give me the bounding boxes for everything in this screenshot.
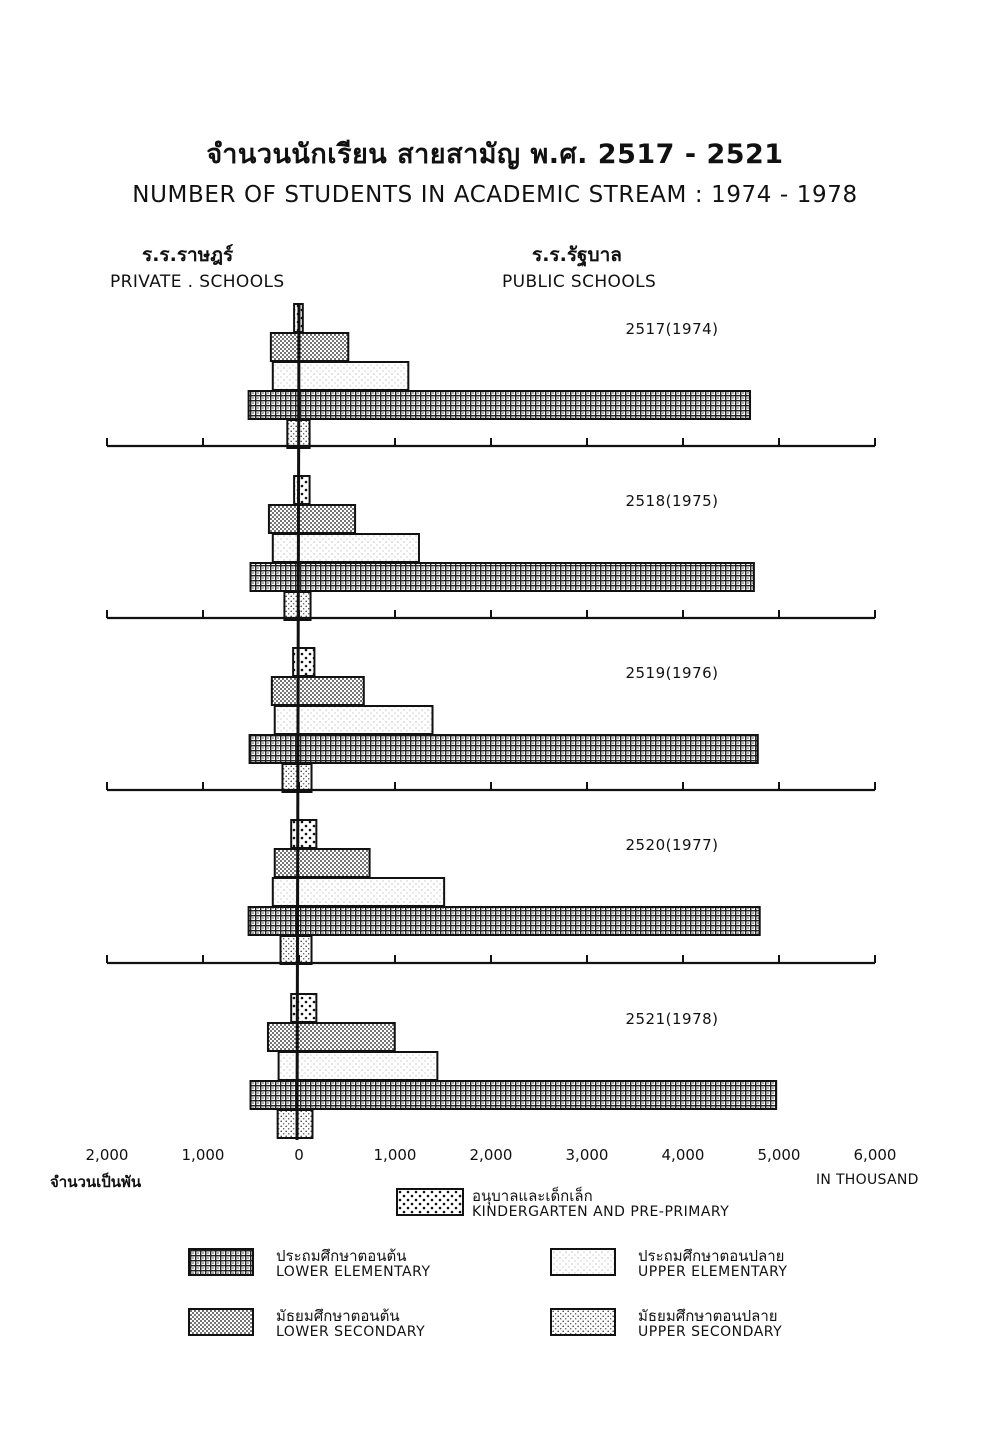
legend-swatch-lower-elementary [188, 1248, 254, 1276]
legend-label: KINDERGARTEN AND PRE-PRIMARY [472, 1204, 730, 1220]
legend-label: UPPER SECONDARY [638, 1324, 783, 1340]
legend-label-thai: ประถมศึกษาตอนต้น [276, 1247, 407, 1265]
legend-label-thai: ประถมศึกษาตอนปลาย [638, 1247, 785, 1265]
year-panel [107, 648, 875, 792]
x-tick-label: 2,000 [85, 1146, 129, 1164]
bar-lower-secondary [268, 1023, 395, 1051]
x-tick-label: 2,000 [469, 1146, 513, 1164]
bar-upper-secondary [278, 1110, 313, 1138]
legend-swatch-upper-elementary [550, 1248, 616, 1276]
bar-kindergarten [291, 820, 316, 848]
unit-label-thai: จำนวนเป็นพัน [50, 1173, 142, 1191]
x-tick-label: 0 [294, 1146, 304, 1164]
bar-lower-secondary [269, 505, 355, 533]
year-label: 2517(1974) [625, 320, 719, 338]
zero-line [297, 304, 299, 1140]
legend-label: LOWER ELEMENTARY [276, 1264, 431, 1280]
x-tick-label: 4,000 [661, 1146, 705, 1164]
bar-upper-elementary [273, 534, 419, 562]
year-label: 2520(1977) [625, 836, 719, 854]
legend-label-thai: มัธยมศึกษาตอนต้น [276, 1307, 400, 1325]
bar-upper-elementary [273, 362, 409, 390]
x-tick-label: 3,000 [565, 1146, 609, 1164]
legend-label-thai: มัธยมศึกษาตอนปลาย [638, 1307, 778, 1325]
chart-title-thai: จำนวนนักเรียน สายสามัญ พ.ศ. 2517 - 2521 [206, 139, 784, 170]
bar-lower-elementary [249, 391, 750, 419]
year-panel [107, 304, 875, 448]
x-tick-label: 5,000 [757, 1146, 801, 1164]
legend-swatch-lower-secondary [188, 1308, 254, 1336]
legend-label: UPPER ELEMENTARY [638, 1264, 788, 1280]
private-schools-label: PRIVATE . SCHOOLS [110, 272, 285, 292]
legend-label-thai: อนุบาลและเด็กเล็ก [472, 1187, 593, 1205]
bar-lower-elementary [251, 563, 754, 591]
x-tick-label: 1,000 [181, 1146, 225, 1164]
chart-title: NUMBER OF STUDENTS IN ACADEMIC STREAM : 1974 - 1978 [132, 182, 858, 208]
year-panel [251, 994, 777, 1138]
public-schools-label-thai: ร.ร.รัฐบาล [532, 244, 622, 266]
legend-swatch-upper-secondary [550, 1308, 616, 1336]
year-label: 2519(1976) [625, 664, 719, 682]
bar-upper-elementary [279, 1052, 438, 1080]
year-label: 2521(1978) [625, 1010, 719, 1028]
x-tick-label: 1,000 [373, 1146, 417, 1164]
year-panel [107, 820, 875, 964]
year-panel [107, 476, 875, 620]
bar-kindergarten [291, 994, 316, 1022]
year-label: 2518(1975) [625, 492, 719, 510]
bar-lower-elementary [250, 735, 758, 763]
bar-lower-secondary [271, 333, 348, 361]
public-schools-label: PUBLIC SCHOOLS [502, 272, 657, 292]
x-axis [86, 1146, 897, 1164]
legend-label: LOWER SECONDARY [276, 1324, 426, 1340]
bar-lower-elementary [251, 1081, 777, 1109]
x-tick-label: 6,000 [853, 1146, 897, 1164]
unit-label: IN THOUSAND [816, 1172, 919, 1188]
private-schools-label-thai: ร.ร.ราษฎร์ [142, 244, 234, 266]
bar-lower-secondary [275, 849, 370, 877]
legend-swatch-kindergarten [396, 1188, 464, 1216]
bar-lower-elementary [249, 907, 760, 935]
bar-kindergarten [293, 648, 314, 676]
bar-lower-secondary [272, 677, 364, 705]
bar-kindergarten [294, 476, 309, 504]
